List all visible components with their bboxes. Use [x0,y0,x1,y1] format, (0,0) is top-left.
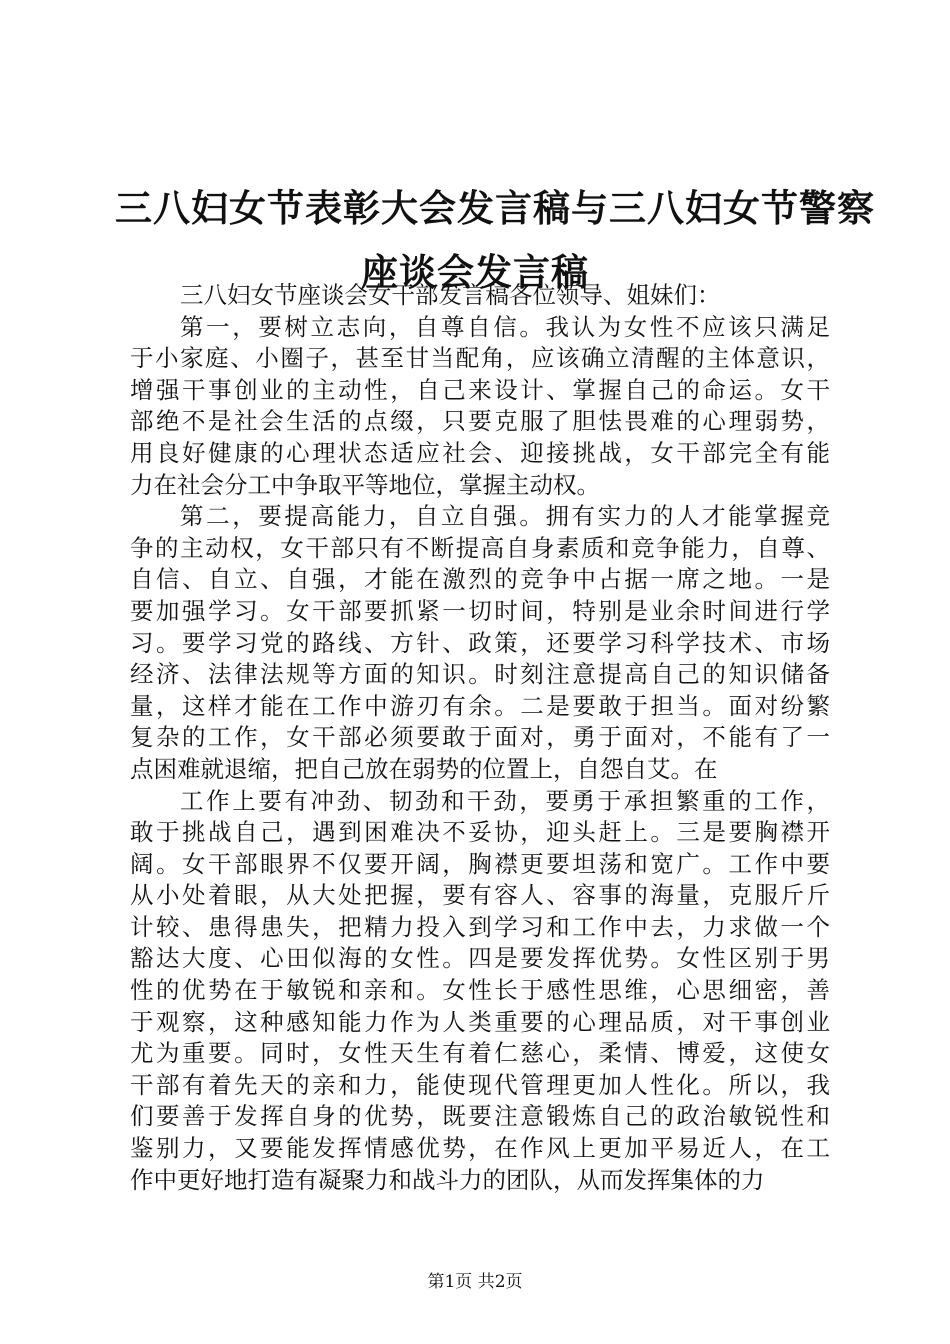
paragraph-line: 争的主动权，女干部只有不断提高自身素质和竞争能力，自尊、 [130,533,830,562]
paragraph-line: 工作上要有冲劲、韧劲和干劲，要勇于承担繁重的工作， [180,786,830,815]
paragraph [130,501,830,785]
paragraph-line: 计较、患得患失，把精力投入到学习和工作中去，力求做一个 [130,912,830,941]
document-title-line-2: 座谈会发言稿 [361,250,589,294]
paragraph-line: 用良好健康的心理状态适应社会、迎接挑战，女干部完全有能 [130,438,830,467]
paragraph-line: 们要善于发挥自身的优势，既要注意锻炼自己的政治敏锐性和 [130,1102,830,1131]
paragraph [130,312,830,502]
paragraph [130,280,830,312]
paragraph-line: 经济、法律法规等方面的知识。时刻注意提高自己的知识储备 [130,660,830,689]
paragraph-line: 豁达大度、心田似海的女性。四是要发挥优势。女性区别于男 [130,944,830,973]
document-body [130,280,830,1196]
paragraph-line: 干部有着先天的亲和力，能使现代管理更加人性化。所以，我 [130,1070,830,1099]
paragraph-line: 鉴别力，又要能发挥情感优势，在作风上更加平易近人，在工 [130,1134,830,1163]
paragraph-line: 敢于挑战自己，遇到困难决不妥协，迎头赶上。三是要胸襟开 [130,818,830,847]
paragraph-line: 从小处着眼，从大处把握，要有容人、容事的海量，克服斤斤 [130,881,830,910]
paragraph-line: 阔。女干部眼界不仅要开阔，胸襟更要坦荡和宽广。工作中要 [130,849,830,878]
paragraph-line: 第二，要提高能力，自立自强。拥有实力的人才能掌握竞 [180,502,830,531]
document-title-line-1: 三八妇女节表彰大会发言稿与三八妇女节警察 [115,186,875,230]
paragraph-line: 尤为重要。同时，女性天生有着仁慈心，柔情、博爱，这使女 [130,1039,830,1068]
paragraph-line: 于小家庭、小圈子，甚至甘当配角，应该确立清醒的主体意识， [130,344,830,373]
paragraph-line: 自信、自立、自强，才能在激烈的竞争中占据一席之地。一是 [130,565,830,594]
paragraph-line: 点困难就退缩，把自己放在弱势的位置上，自怨自艾。在 [130,754,718,783]
paragraph-line: 作中更好地打造有凝聚力和战斗力的团队，从而发挥集体的力 [130,1165,765,1194]
page-footer: 第1页 共2页 [427,1272,523,1292]
paragraph-line: 力在社会分工中争取平等地位，掌握主动权。 [130,470,600,499]
paragraph-line: 于观察，这种感知能力作为人类重要的心理品质，对干事创业 [130,1007,830,1036]
paragraph-line: 习。要学习党的路线、方针、政策，还要学习科学技术、市场 [130,628,830,657]
paragraph-line: 增强干事创业的主动性，自己来设计、掌握自己的命运。女干 [130,375,830,404]
paragraph-line: 性的优势在于敏锐和亲和。女性长于感性思维，心思细密，善 [130,976,830,1005]
paragraph-line: 部绝不是社会生活的点缀，只要克服了胆怯畏难的心理弱势， [130,407,830,436]
paragraph-line: 复杂的工作，女干部必须要敢于面对，勇于面对，不能有了一 [130,723,830,752]
paragraph-line: 量，这样才能在工作中游刃有余。二是要敢于担当。面对纷繁 [130,691,830,720]
paragraph-line: 要加强学习。女干部要抓紧一切时间，特别是业余时间进行学 [130,596,830,625]
paragraph [130,786,830,1197]
paragraph-line: 第一，要树立志向，自尊自信。我认为女性不应该只满足 [180,312,830,341]
paragraph-line: 三八妇女节座谈会女干部发言稿各位领导、姐妹们： [180,281,721,309]
